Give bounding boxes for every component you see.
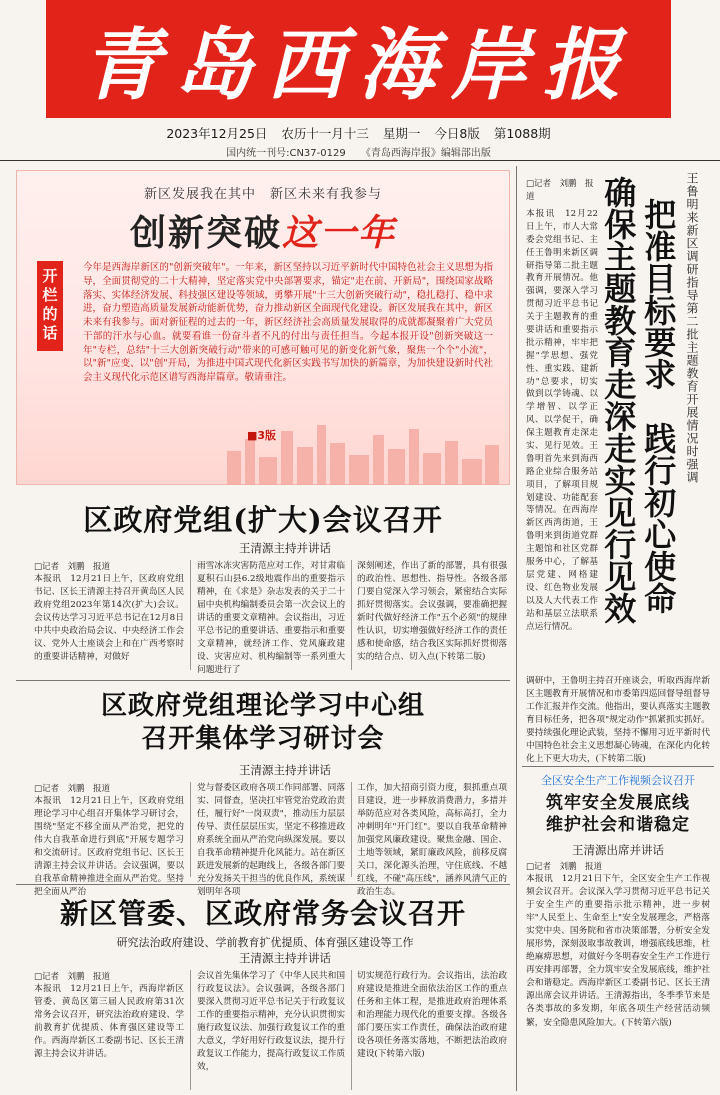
right-kicker: 王鲁明来新区调研指导第二批主题教育开展情况时强调	[685, 172, 699, 484]
right-byline-c: □记者 刘鹏 报道	[526, 862, 603, 872]
header-rule	[0, 160, 720, 161]
article1-divider-2	[351, 560, 352, 670]
article2-byline: □记者 刘鹏 报道	[34, 784, 111, 794]
right-headline-c-line1: 筑牢安全发展底线	[546, 793, 690, 813]
lunar-date: 农历十一月十三	[281, 126, 369, 141]
column-banner	[16, 170, 510, 485]
article1-headline: 区政府党组(扩大)会议召开	[83, 503, 443, 537]
column-tag: 开栏的话	[37, 261, 63, 351]
article2-col3: 工作，加大招商引资力度，狠抓重点项目建设，进一步释放消费潜力，多措并举防范应对各类风险，高标高打，全力冲刺明年"开门红"。要以自我革命精神加强党风廉政建设。聚焦金融、国企、土地等领域，紧盯廉政风险，前移反腐关口，深化源头治理，守住底线、不越红线，不碰"高压线"，涵养风清气正的政治生态。	[357, 783, 507, 898]
newspaper-title: 青岛西海岸报	[82, 20, 635, 111]
article2-headline	[16, 690, 510, 755]
right-headline-b: 确保主题教育走深走实见行见效	[599, 176, 638, 624]
weekday: 星期一	[382, 126, 421, 141]
article3-divider-2	[351, 970, 352, 1090]
article3-col3: 切实规范行政行为。会议指出，法治政府建设是推进全面依法治区工作的重点任务和主体工程，是推进政府治理体系和治理能力现代化的重要支撑。各级各部门要压实工作责任，确保法治政府建设各项任务落实落地，不断把法治政府建设(下转第六版)	[357, 971, 507, 1060]
banner-slogan: 新区发展我在其中 新区未来有我参与	[143, 187, 382, 202]
article1-col1: 本报讯 12月21日上午，区政府党组书记、区长王清源主持召开黄岛区人民政府党组2023年第14次(扩大)会议。会议传达学习习近平总书记在12月8日中共中央政治局会议、中央经济工作会议、党外人士座谈会上和在广西考察时的重要讲话精神，对做好	[34, 574, 184, 663]
article2-headline-line1: 区政府党组理论学习中心组	[100, 691, 425, 721]
right-body-bottom: 调研中，王鲁明主持召开座谈会，听取西海岸新区主题教育开展情况和市委第四巡回督导组督导工作汇报并作交流。他指出，要认真落实主题教育目标任务，把各项"规定动作"抓紧抓实抓好。要持续强化理论武装，坚持不懈用习近平新时代中国特色社会主义思想凝心铸魂，在深化内化转化上下更大功夫，(下转第二版)	[526, 676, 710, 765]
right-byline: □记者 刘鹏 报道	[526, 179, 594, 202]
banner-title-left: 创新突破	[129, 212, 282, 254]
page-count: 今日8版	[434, 126, 480, 141]
article2-divider-1	[190, 782, 191, 877]
banner-body: 今年是西海岸新区的"创新突破年"。一年来，新区坚持以习近平新时代中国特色社会主义思想为指导，全面贯彻党的二十大精神，坚定落实党中央部署要求，锚定"走在前、开新局"，围绕国家战略落实、实体经济发展、科技强区建设等领域，勇攀开展"十三大创新突破行动"，稳扎稳打、稳中求进，奋力塑造高质量发展新动能新优势，奋力推动新区全面现代化建设。新区发展我在其中，新区未来有我参与。面对新征程的过去的一年，新区经济社会高质量发展取得的成就都凝聚着广大党员干部的汗水与心血。就要看谁一份奋斗者不凡的付出与责任担当。今起本报开设"创新突破这一年"专栏，总结"十三大创新突破行动"带来的可感可触可见的新变化新气象，聚焦一个个"小流"，以"新"应变、以"创"开局，为推进中国式现代化新区实践书写加快的新篇章，为加快建设新时代社会主义现代化示范区谱写西海岸篇章。敬请垂注。	[83, 262, 493, 384]
right-column-divider	[516, 166, 517, 1091]
right-body-top: 本报讯 12月22日上午，市人大常委会党组书记、主任王鲁明来新区调研指导第二批主题教育开展情况。他强调，要深入学习贯彻习近平总书记关于主题教育的重要讲话和重要指示批示精神，牢牢把握"学思想、强党性、重实践、建新功"总要求，切实做到以学铸魂、以学增智、以学正风、以学促干，确保主题教育走深走实、见行见效。王鲁明首先来到海西路企业综合服务站项目，了解项目规划建设、功能配套等情况。在西海岸新区西湾街道，王鲁明来到街道党群主题馆和社区党群服务中心，了解基层党建、网格建设、红色物业发展以及人大代表工作站和基层立法联系点运行情况。	[526, 209, 598, 632]
right-headline-a: 把准目标要求 践行初心使命	[639, 198, 678, 614]
article1-col3: 深刻阐述，作出了新的部署，具有很强的政治性、思想性、指导性。各级各部门要自觉深入学习领会，紧密结合实际抓好贯彻落实。会议强调，要准确把握新时代做好经济工作"五个必须"的规律性认识，切实增强做好经济工作的责任感和使命感，结合我区实际抓好贯彻落实的结合点、切入点(下转第二版)	[357, 561, 507, 663]
article3-headline: 新区管委、区政府常务会议召开	[59, 897, 466, 930]
article3-col2: 会议首先集体学习了《中华人民共和国行政复议法》。会议强调，各级各部门要深入贯彻习近平总书记关于行政复议工作的重要指示精神，充分认识贯彻实施行政复议法、加强行政复议工作的重大意义，学好用好行政复议法，提升行政复议工作能力，提高行政复议工作质效，	[197, 971, 345, 1073]
article2-headline-line2: 召开集体学习研讨会	[141, 723, 385, 754]
article3-subhead: 王清源主持并讲话	[239, 951, 331, 965]
right-headline-c	[522, 792, 714, 836]
right-section-label: 全区安全生产工作视频会议召开	[541, 774, 695, 787]
article3-deck: 研究法治政府建设、学前教育扩优提质、体育强区建设等工作	[116, 936, 414, 949]
article1-divider-1	[190, 560, 191, 670]
article2-subhead: 王清源主持并讲话	[239, 763, 331, 777]
article2-divider-2	[351, 782, 352, 877]
issue-date: 2023年12月25日	[166, 126, 268, 141]
article1-subhead: 王清源主持并讲话	[239, 541, 331, 555]
banner-title-right: 这一年	[282, 212, 397, 254]
banner-page-ref: ■3版	[247, 429, 277, 442]
article3-divider-1	[190, 970, 191, 1090]
article2-col1: 本报讯 12月21日上午，区政府党组理论学习中心组召开集体学习研讨会，围绕"坚定不移全面从严治党，把党的伟大自我革命进行到底"开展专题学习和交流研讨。区政府党组书记、区长王清源主持会议并讲话。会议强调，要以自我革命精神推进全面从严治党。坚持把全面从严治	[34, 796, 184, 898]
article3-byline: □记者 刘鹏 报道	[34, 972, 111, 982]
article3-col1: 本报讯 12月21日上午，西海岸新区管委、黄岛区第三届人民政府第31次常务会议召开，研究法治政府建设、学前教育扩优提质、体育强区建设等工作。西海岸新区工委副书记、区长王清源主持会议并讲话。	[34, 984, 184, 1060]
right-subhead-c: 王清源出席并讲话	[572, 843, 664, 857]
article1-byline: □记者 刘鹏 报道	[34, 562, 111, 572]
right-body-c: 本报讯 12月21日下午，全区安全生产工作视频会议召开。会议深入学习贯彻习近平总书记关于安全生产的重要指示批示精神，进一步树牢"人民至上、生命至上"安全发展理念，严格落实党中央、国务院和省市决策部署，分析安全发展形势，深刻汲取事故教训，增强底线思维，杜绝麻痹思想，对做好今冬明春安全生产工作进行再安排再部署，全力筑牢安全发展底线，维护社会和谐稳定。西海岸新区工委副书记、区长王清源出席会议并讲话。王清源指出，冬季季节来是各类事故的多发期，年底各项生产经营活动频繁，安全隐患风险加大。(下转第六版)	[526, 874, 710, 1028]
divider	[16, 680, 510, 681]
article1-col2: 雨雪冰冻灾害防范应对工作，对甘肃临夏积石山县6.2级地震作出的重要指示精神，在《求是》杂志发表的关于二十届中央机构编制委员会第一次会议上的讲话的重要文章精神。会议指出，习近平总书记的重要讲话、重要指示和重要文章精神，就经济工作、党风廉政建设、灾害应对、机构编制等一系列重大问题进行了	[197, 561, 345, 676]
serial-number: 国内统一刊号:CN37-0129	[226, 148, 346, 159]
masthead-banner	[46, 0, 671, 118]
issue-number: 第1088期	[493, 126, 551, 141]
dateline	[46, 124, 671, 142]
article2-col2: 党与督委区政府各项工作同部署、同落实、同督查，坚决扛牢管党治党政治责任，履行好"一岗双责"，推动压力层层传导、责任层层压实，坚定不移推进政府系统全面从严治党向纵深发展。要以自我革命精神提升化风能力。站在新区跃进发展新的起跑线上，各级各部门要充分发扬关干担当的优良作风，系统谋划明年各项	[197, 783, 345, 898]
publication-info	[46, 144, 671, 159]
right-headline-c-line2: 维护社会和谐稳定	[546, 815, 690, 836]
banner-title	[17, 205, 509, 256]
publisher: 《青岛西海岸报》编辑部出版	[360, 148, 491, 159]
divider	[522, 766, 714, 767]
divider	[16, 884, 510, 885]
